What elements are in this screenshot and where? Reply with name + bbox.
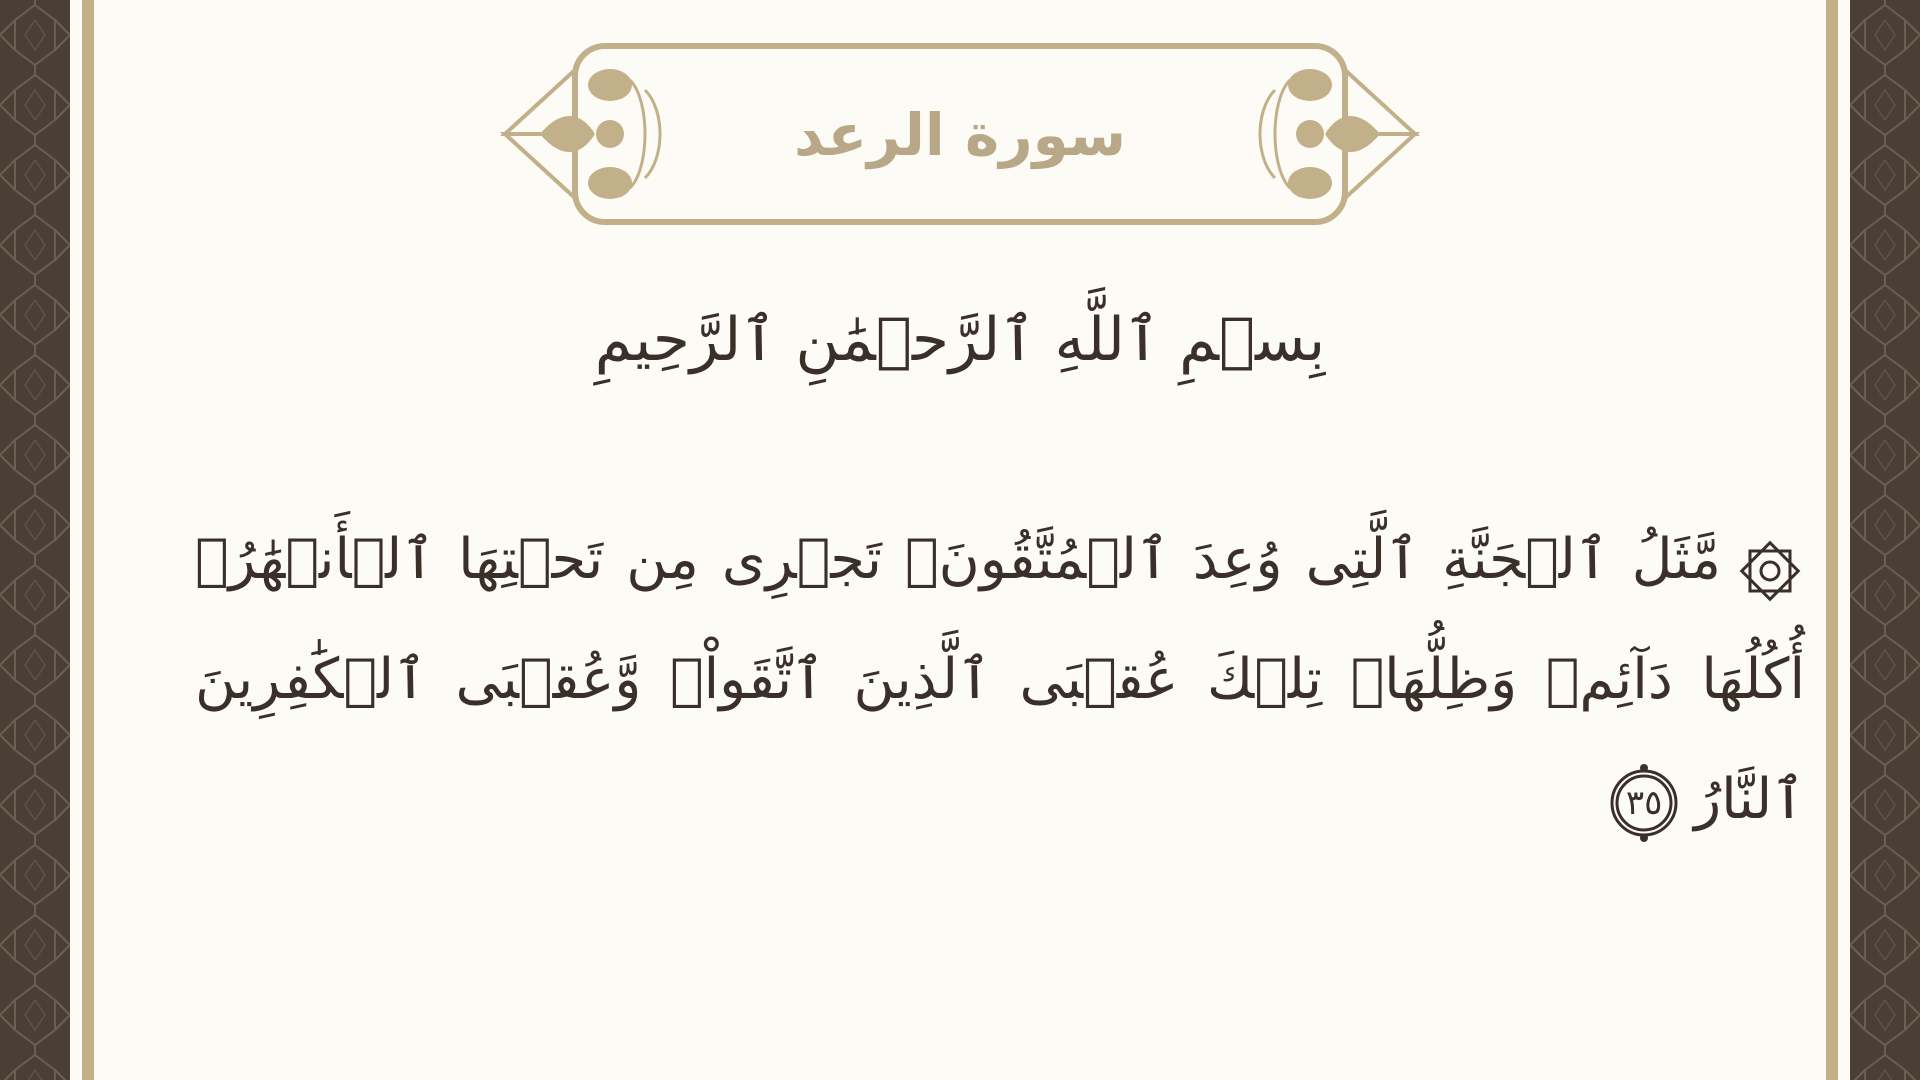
verse-text: مَّثَلُ ٱلۡجَنَّةِ ٱلَّتِى وُعِدَ ٱلۡمُتَّقُونَۖ تَجۡرِى مِن تَحۡتِهَا ٱلۡأَنۡهَٰرُۖ أُكُلُهَا دَآئِمٞ وَظِلُّهَاۚ تِلۡكَ عُقۡبَى ٱلَّذِينَ ٱتَّقَواْۖ وَّعُقۡبَى ٱلۡكَٰفِرِينَ ٱلنَّارُ (195, 527, 1805, 832)
right-pattern-border (1850, 0, 1920, 1080)
surah-header-cartouche (500, 40, 1420, 230)
basmala: بِسۡمِ ٱللَّهِ ٱلرَّحۡمَٰنِ ٱلرَّحِيمِ (594, 305, 1326, 375)
verse-block (195, 500, 1805, 860)
rub-el-hizb-icon (1735, 528, 1805, 598)
ayah-end-marker-icon (1604, 763, 1684, 843)
left-pattern-border (0, 0, 70, 1080)
ayah-number: ٣٥ (1625, 782, 1663, 823)
left-gold-rail (82, 0, 94, 1080)
surah-title: سورة الرعد (793, 101, 1127, 169)
right-gold-rail (1826, 0, 1838, 1080)
